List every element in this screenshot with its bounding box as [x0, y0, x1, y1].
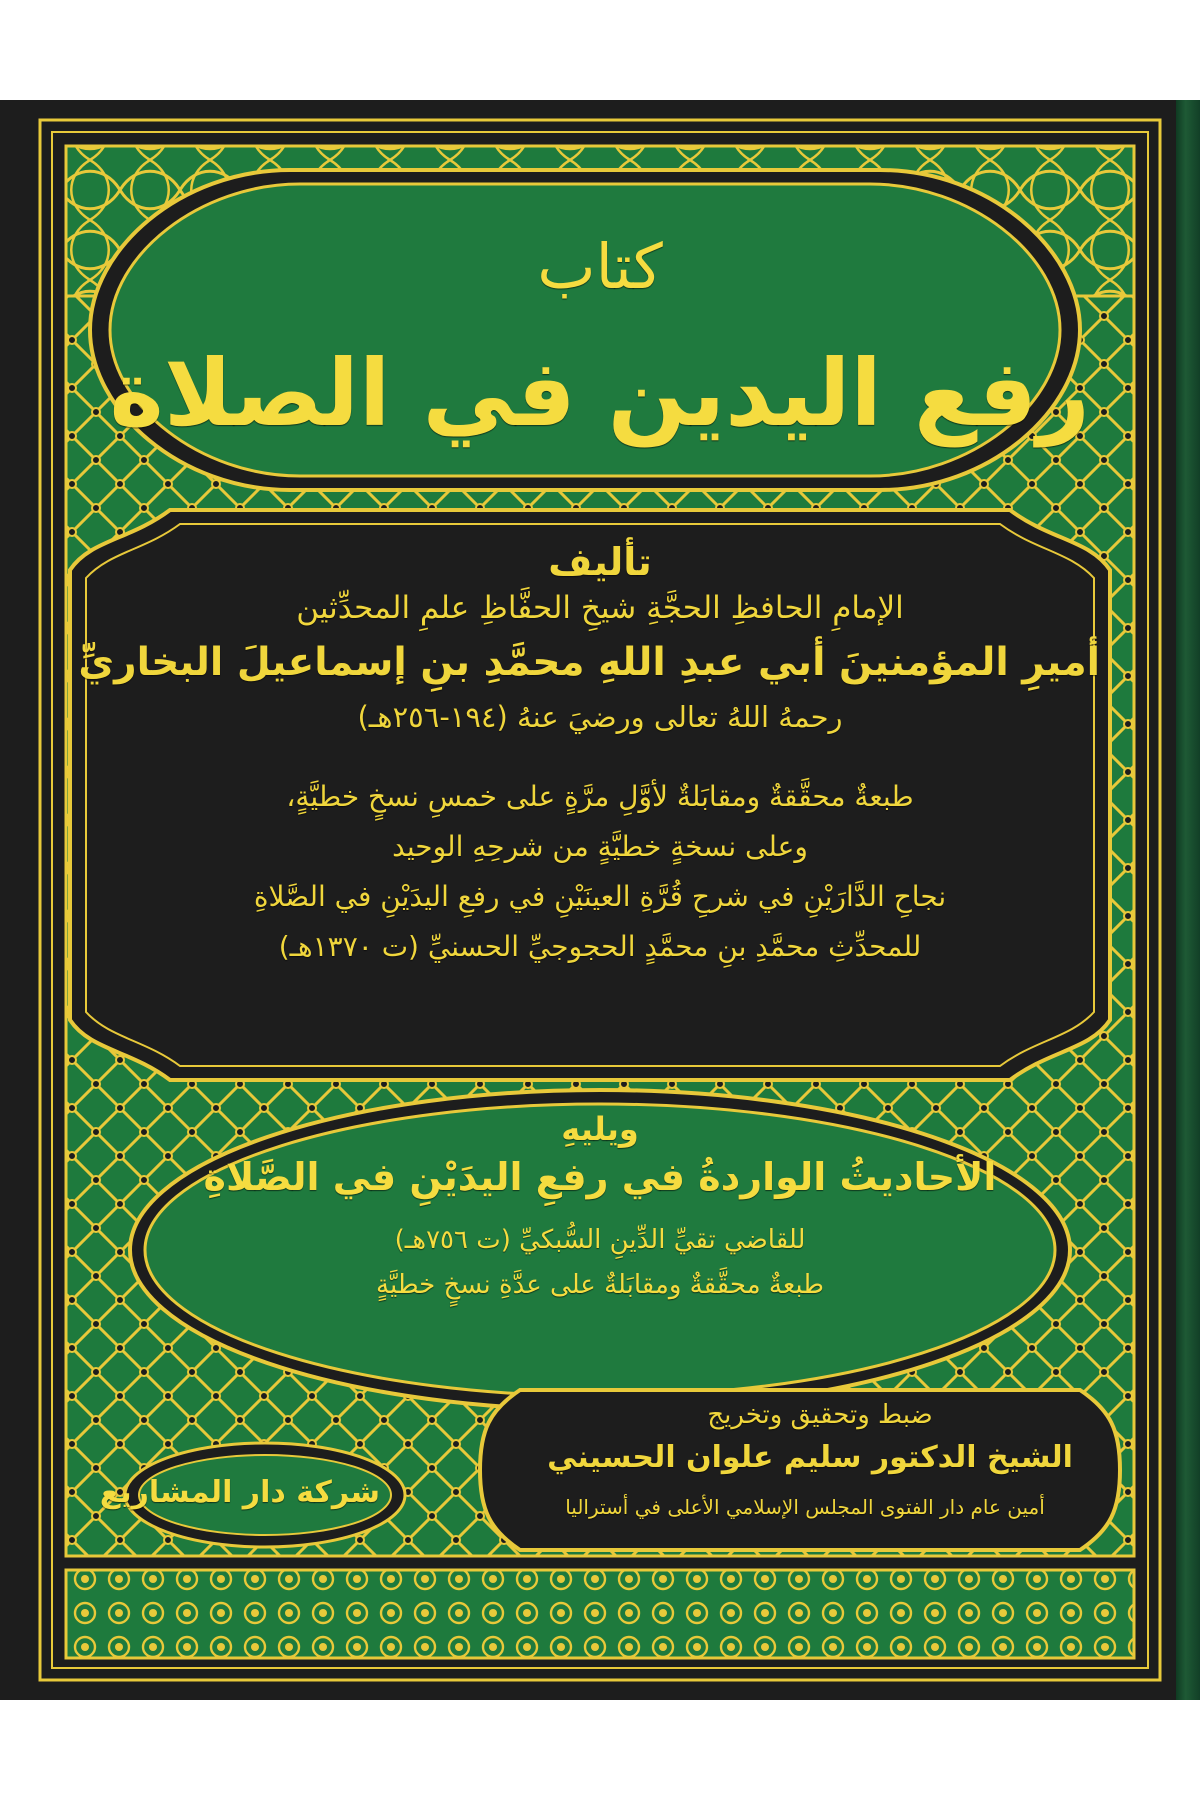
second-title: الأحاديثُ الواردةُ في رفعِ اليدَيْنِ في الصَّلاةِ	[203, 1155, 997, 1199]
author-titles: الإمامِ الحافظِ الحجَّةِ شيخِ الحفَّاظِ علمِ المحدِّثين	[296, 590, 904, 626]
book-title: رفع اليدين في الصلاة	[109, 340, 1090, 447]
publisher-name: شركة دار المشاريع	[99, 1475, 380, 1510]
author-dates: رحمهُ اللهُ تعالى ورضيَ عنهُ (١٩٤-٢٥٦هـ)	[357, 700, 843, 734]
authored-by-label: تأليف	[548, 540, 652, 584]
editor-name: الشيخ الدكتور سليم علوان الحسيني	[547, 1440, 1073, 1475]
editor-role: أمين عام دار الفتوى المجلس الإسلامي الأعلى في أستراليا	[565, 1495, 1045, 1519]
edition-line-2: وعلى نسخةٍ خطيَّةٍ من شرحِهِ الوحيد	[392, 830, 808, 863]
edition-line-3: نجاحِ الدَّارَيْنِ في شرحِ قُرَّةِ العينَيْنِ في رفعِ اليدَيْنِ في الصَّلاةِ	[253, 880, 947, 913]
author-name: أميرِ المؤمنينَ أبي عبدِ اللهِ محمَّدِ بنِ إسماعيلَ البخاريِّ	[78, 640, 1100, 685]
editing-label: ضبط وتحقيق وتخريج	[707, 1400, 933, 1430]
second-edition: طبعةٌ محقَّقةٌ ومقابَلةٌ على عدَّةِ نسخٍ خطيَّةٍ	[376, 1270, 824, 1300]
followed-by-label: ويليهِ	[561, 1110, 639, 1148]
edition-line-1: طبعةٌ محقَّقةٌ ومقابَلةٌ لأوَّلِ مرَّةٍ على خمسِ نسخٍ خطيَّةٍ،	[286, 780, 914, 813]
kitab-label: كتاب	[537, 230, 663, 303]
book-spine	[1176, 100, 1200, 1700]
edition-line-4: للمحدِّثِ محمَّدِ بنِ محمَّدٍ الحجوجيِّ الحسنيِّ (ت ١٣٧٠هـ)	[278, 930, 922, 963]
book-cover	[0, 100, 1176, 1700]
second-author: للقاضي تقيِّ الدِّينِ السُّبكيِّ (ت ٧٥٦هـ)	[394, 1225, 806, 1255]
